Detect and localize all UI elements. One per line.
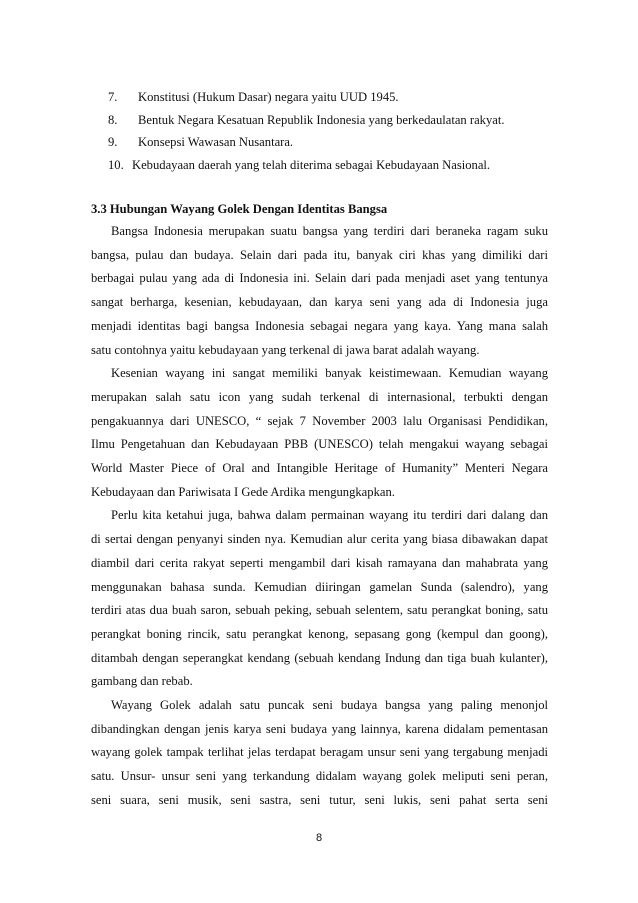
- text-line: Bangsa Indonesia merupakan suatu bangsa yang terdiri dari beraneka ragam suku: [111, 224, 548, 238]
- text-line: wayang golek tampak terlihat jelas terdapat beragam unsur seni yang tergabung menjadi: [91, 745, 548, 760]
- list-text: Konsepsi Wawasan Nusantara.: [138, 135, 294, 150]
- text-line: gambang dan rebab.: [91, 674, 193, 689]
- list-text: Kebudayaan daerah yang telah diterima sebagai Kebudayaan Nasional.: [132, 157, 491, 172]
- text-line: Kebudayaan dan Pariwisata I Gede Ardika mengungkapkan.: [91, 484, 395, 499]
- text-line: satu. Unsur- unsur seni yang terkandung didalam wayang golek meliputi seni peran,: [91, 769, 548, 784]
- paragraph: [91, 362, 548, 504]
- text-line: pengakuannya dari UNESCO, “ sejak 7 November 2003 lalu Organisasi Pendidikan,: [91, 413, 548, 428]
- text-line: berbagai pulau yang ada di Indonesia ini. Selain dari pada menjadi aset yang tentunya: [91, 271, 548, 286]
- numbered-list: [108, 86, 548, 176]
- list-number: 7.: [108, 90, 118, 104]
- text-line: World Master Piece of Oral and Intangible Heritage of Humanity” Menteri Negara: [91, 461, 548, 476]
- text-line: perangkat boning rincik, satu perangkat kenong, sepasang gong (kempul dan goong),: [91, 626, 548, 641]
- paragraph: [91, 504, 548, 694]
- list-item: [108, 86, 548, 109]
- list-item: [108, 109, 548, 132]
- list-number: 9.: [108, 135, 118, 150]
- text-line: terdiri atas dua buah saron, sebuah peking, sebuah selentem, satu perangkat boning, satu: [91, 603, 548, 618]
- text-line: Ilmu Pengetahuan dan Kebudayaan PBB (UNESCO) telah mengakui wayang sebagai: [91, 437, 548, 452]
- section-heading: 3.3 Hubungan Wayang Golek Dengan Identitas Bangsa: [91, 202, 388, 216]
- list-number: 8.: [108, 112, 118, 127]
- text-line: Perlu kita ketahui juga, bahwa dalam permainan wayang itu terdiri dari dalang dan: [111, 508, 548, 523]
- list-item: [108, 131, 548, 154]
- page-number: 8: [315, 832, 323, 844]
- text-line: ditambah dengan seperangkat kendang (sebuah kendang Indung dan tiga buah kulanter),: [91, 650, 548, 665]
- text-line: di sertai dengan penyanyi sinden nya. Kemudian alur cerita yang biasa dibawakan dapat: [91, 532, 548, 547]
- list-text: Konstitusi (Hukum Dasar) negara yaitu UUD 1945.: [138, 90, 399, 104]
- text-line: bangsa, pulau dan budaya. Selain dari pada itu, banyak ciri khas yang dimiliki dari: [91, 247, 548, 262]
- paragraph: [91, 694, 548, 813]
- section-body: [91, 220, 548, 813]
- list-item: [108, 154, 548, 177]
- text-line: Kesenian wayang ini sangat memiliki banyak keistimewaan. Kemudian wayang: [111, 366, 548, 381]
- text-line: menjadi identitas bagi bangsa Indonesia sebagai negara yang kaya. Yang mana salah: [91, 318, 548, 333]
- text-line: dibandingkan dengan jenis karya seni budaya yang lainnya, karena didalam pementasan: [91, 721, 548, 736]
- list-number: 10.: [108, 157, 124, 172]
- text-line: menggunakan bahasa sunda. Kemudian diiringan gamelan Sunda (salendro), yang: [91, 579, 548, 594]
- text-line: seni suara, seni musik, seni sastra, seni tutur, seni lukis, seni pahat serta seni: [91, 792, 548, 807]
- text-line: sangat berharga, kesenian, kebudayaan, dan karya seni yang ada di Indonesia juga: [91, 295, 548, 310]
- text-line: satu contohnya yaitu kebudayaan yang terkenal di jawa barat adalah wayang.: [91, 342, 480, 357]
- text-line: Wayang Golek adalah satu puncak seni budaya bangsa yang paling menonjol: [111, 698, 548, 713]
- text-line: merupakan salah satu icon yang sudah terkenal di internasional, terbukti dengan: [91, 389, 548, 404]
- text-line: diambil dari cerita rakyat seperti mengambil dari kisah ramayana dan mahabrata yang: [91, 555, 548, 570]
- paragraph: [91, 220, 548, 362]
- list-text: Bentuk Negara Kesatuan Republik Indonesia yang berkedaulatan rakyat.: [138, 112, 505, 127]
